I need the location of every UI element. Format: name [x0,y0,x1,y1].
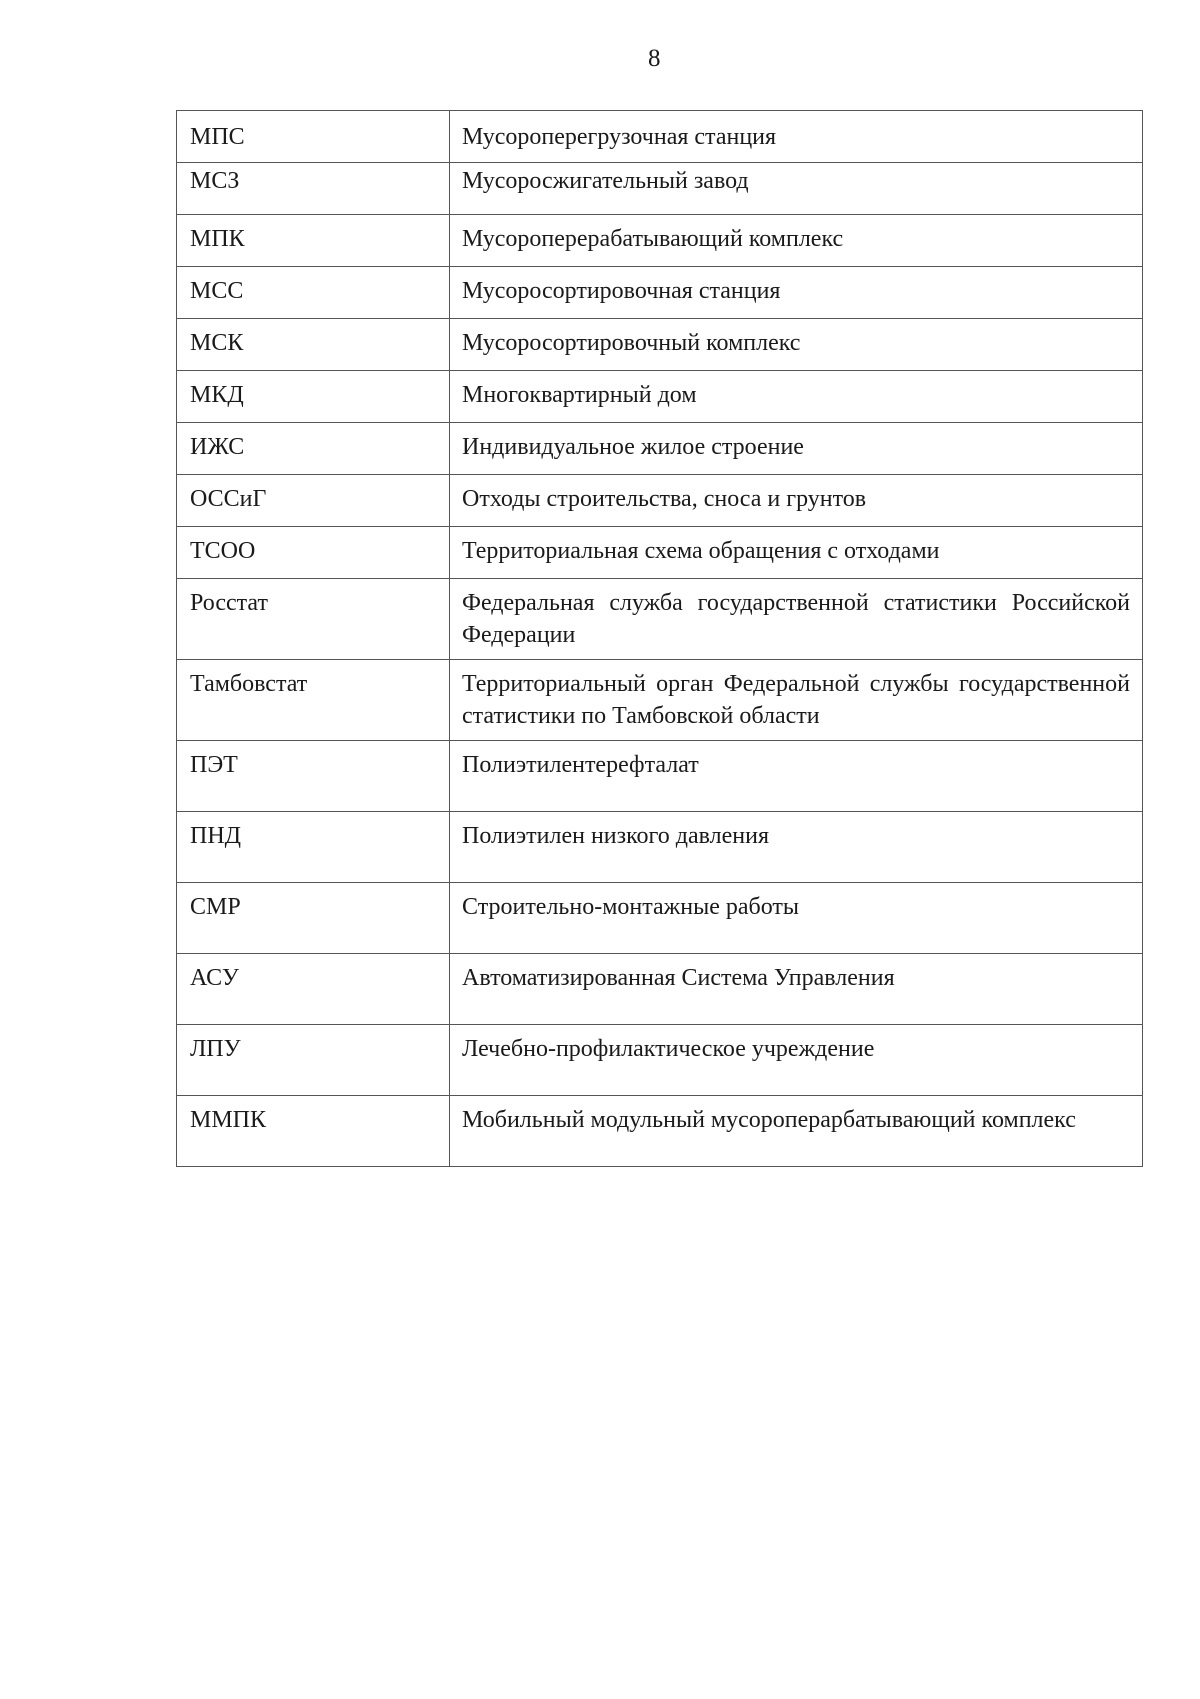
abbreviation-cell: Росстат [177,579,450,660]
abbreviation-cell: Тамбовстат [177,660,450,741]
abbreviation-cell: СМР [177,883,450,954]
definition-cell: Многоквартирный дом [450,371,1143,423]
abbreviation-cell: МПК [177,215,450,267]
table-row [177,267,1143,319]
abbreviation-cell: ТСОО [177,527,450,579]
table-row [177,423,1143,475]
table-row [177,215,1143,267]
table-row [177,954,1143,1025]
table-row [177,163,1143,215]
definition-cell: Автоматизированная Система Управления [450,954,1143,1025]
abbreviation-cell: ИЖС [177,423,450,475]
page-number: 8 [648,45,661,72]
definition-cell: Мусороперегрузочная станция [450,111,1143,163]
abbreviation-cell: МПС [177,111,450,163]
abbreviation-cell: МСЗ [177,163,450,215]
table-row [177,812,1143,883]
definition-cell: Индивидуальное жилое строение [450,423,1143,475]
table-row [177,741,1143,812]
definition-cell: Территориальный орган Федеральной службы государственной статистики по Тамбовской области [450,660,1143,741]
definition-cell: Лечебно-профилактическое учреждение [450,1025,1143,1096]
definition-cell: Отходы строительства, сноса и грунтов [450,475,1143,527]
table-row [177,371,1143,423]
table-row [177,1096,1143,1167]
table-row [177,883,1143,954]
table-row [177,579,1143,660]
abbreviation-cell: АСУ [177,954,450,1025]
abbreviation-cell: ПНД [177,812,450,883]
table-row [177,319,1143,371]
definition-cell: Мусоросортировочная станция [450,267,1143,319]
definition-cell: Территориальная схема обращения с отходами [450,527,1143,579]
abbreviation-cell: ЛПУ [177,1025,450,1096]
definition-cell: Мусороперерабатывающий комплекс [450,215,1143,267]
table-row [177,475,1143,527]
table-row [177,1025,1143,1096]
abbreviation-cell: ПЭТ [177,741,450,812]
definition-cell: Мусоросжигательный завод [450,163,1143,215]
definition-cell: Полиэтилен низкого давления [450,812,1143,883]
definition-cell: Мобильный модульный мусороперарбатывающий комплекс [450,1096,1143,1167]
definition-cell: Федеральная служба государственной статистики Российской Федерации [450,579,1143,660]
abbreviation-cell: ММПК [177,1096,450,1167]
definition-cell: Полиэтилентерефталат [450,741,1143,812]
abbreviation-cell: МСК [177,319,450,371]
table-row [177,527,1143,579]
abbreviations-table [176,110,1143,1167]
definition-cell: Мусоросортировочный комплекс [450,319,1143,371]
table-row [177,660,1143,741]
definition-cell: Строительно-монтажные работы [450,883,1143,954]
abbreviation-cell: МКД [177,371,450,423]
abbreviation-cell: МСС [177,267,450,319]
table-row [177,111,1143,163]
abbreviation-cell: ОССиГ [177,475,450,527]
